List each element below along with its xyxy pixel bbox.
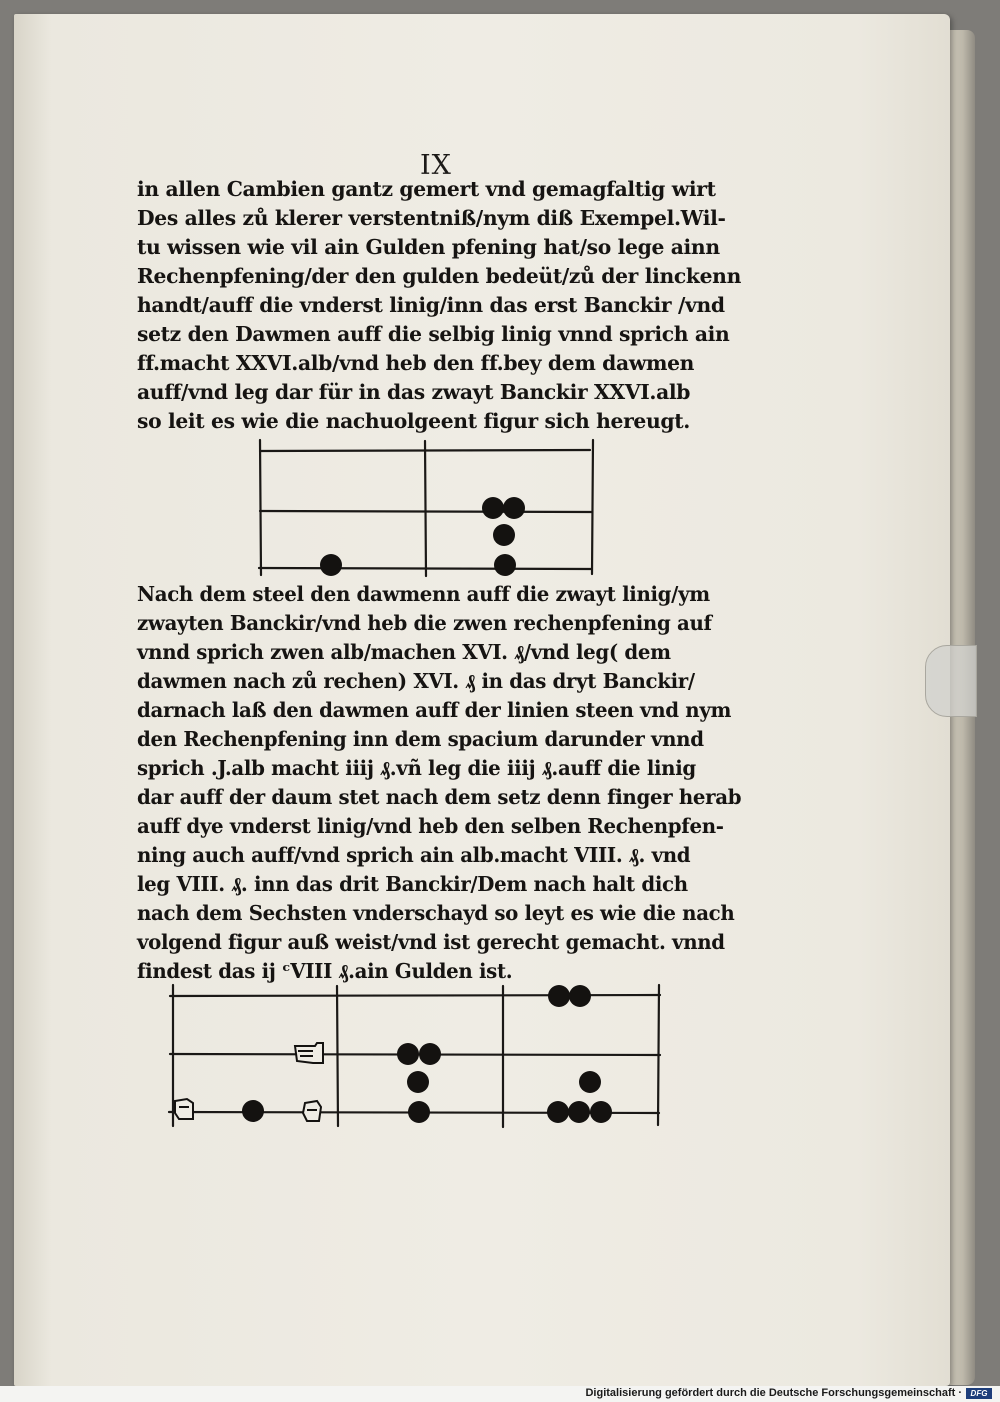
text-line: Nach dem steel den dawmenn auff die zwayt linig/ym (137, 582, 710, 606)
text-line: Des alles zů klerer verstentniß/nym diß Exempel.Wil- (137, 206, 726, 230)
folio-number: IX (420, 150, 452, 181)
paragraph-2 (137, 580, 763, 986)
text-line: setz den Dawmen auff die selbig linig vnnd sprich ain (137, 322, 730, 346)
counter-icon (548, 985, 570, 1007)
page-clip (925, 645, 977, 717)
text-line: auff dye vnderst linig/vnd heb den selben Rechenpfen- (137, 814, 724, 838)
text-line: darnach laß den dawmen auff der linien steen vnd nym (137, 698, 732, 722)
text-line: den Rechenpfening inn dem spacium darunder vnnd (137, 727, 704, 751)
counter-icon (419, 1043, 441, 1065)
counter-icon (482, 497, 504, 519)
text-line: leg VIII. ₰. inn das drit Banckir/Dem nach halt dich (137, 872, 688, 896)
board-divider-left (260, 440, 261, 575)
funding-credit: Digitalisierung gefördert durch die Deutsche Forschungsgemeinschaft · (585, 1387, 962, 1399)
counter-icon (320, 554, 342, 576)
counter-icon (569, 985, 591, 1007)
text-line: dar auff der daum stet nach dem setz denn finger herab (137, 785, 742, 809)
text-line: handt/auff die vnderst linig/inn das erst Banckir /vnd (137, 293, 725, 317)
counter-icon (493, 524, 515, 546)
text-line: so leit es wie die nachuolgeent figur sich hereugt. (137, 409, 691, 433)
text-line: vnnd sprich zwen alb/machen XVI. ₰/vnd leg( dem (137, 640, 671, 664)
paragraph-1 (137, 175, 747, 436)
text-line: nach dem Sechsten vnderschayd so leyt es wie die nach (137, 901, 735, 925)
counting-board-figure-1 (255, 438, 600, 580)
counter-icon (397, 1043, 419, 1065)
pointing-hand-icon (175, 1099, 193, 1119)
text-line: ning auch auff/vnd sprich ain alb.macht VIII. ₰. vnd (137, 843, 691, 867)
board-divider (337, 986, 338, 1126)
footer-bar (0, 1386, 1000, 1402)
pointing-hand-icon (303, 1101, 321, 1121)
counter-icon (494, 554, 516, 576)
text-line: Rechenpfening/der den gulden bedeüt/zů der linckenn (137, 264, 741, 288)
pointing-hand-icon (295, 1043, 323, 1063)
counter-icon (547, 1101, 569, 1123)
text-line: tu wissen wie vil ain Gulden pfening hat/so lege ainn (137, 235, 720, 259)
text-line: dawmen nach zů rechen) XVI. ₰ in das dryt Banckir/ (137, 669, 695, 693)
counter-icon (590, 1101, 612, 1123)
text-line: zwayten Banckir/vnd heb die zwen rechenpfening auf (137, 611, 712, 635)
counter-icon (408, 1101, 430, 1123)
board-divider-right (658, 985, 659, 1125)
text-line: auff/vnd leg dar für in das zwayt Banckir XXVI.alb (137, 380, 691, 404)
text-line: findest das ij ᶜVIII ₰.ain Gulden ist. (137, 959, 513, 983)
text-line: volgend figur auß weist/vnd ist gerecht gemacht. vnnd (137, 930, 725, 954)
counter-icon (579, 1071, 601, 1093)
text-line: sprich .J.alb macht iiij ₰.vñ leg die iiij ₰.auff die linig (137, 756, 696, 780)
board-divider-middle (425, 441, 426, 576)
board-divider-right (592, 440, 593, 574)
counter-icon (503, 497, 525, 519)
text-line: in allen Cambien gantz gemert vnd gemagfaltig wirt (137, 177, 716, 201)
counter-icon (242, 1100, 264, 1122)
counter-icon (568, 1101, 590, 1123)
counting-board-figure-2 (165, 983, 670, 1133)
text-line: ff.macht XXVI.alb/vnd heb den ff.bey dem dawmen (137, 351, 695, 375)
dfg-logo: DFG (966, 1388, 992, 1399)
counter-icon (407, 1071, 429, 1093)
